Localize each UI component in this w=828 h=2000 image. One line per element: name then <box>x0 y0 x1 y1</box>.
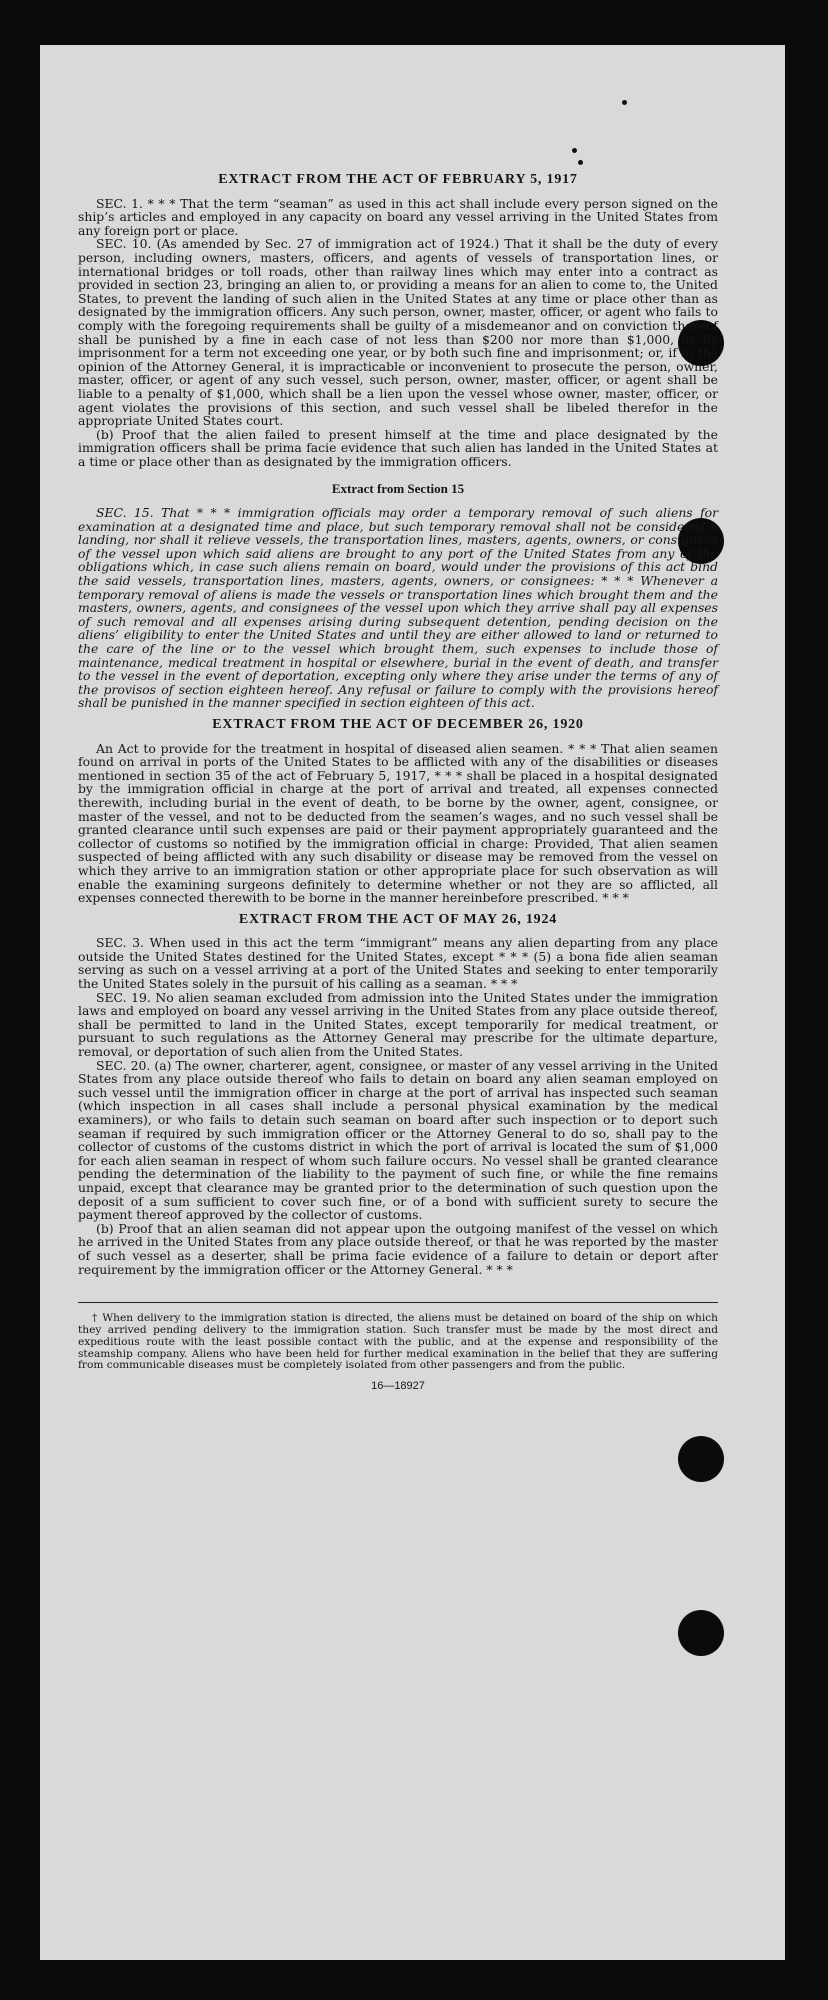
footnote-text: † When delivery to the immigration station is directed, the aliens must be detained on board of the ship on which they arrived pending delivery to the immigration station. Such transfer must be made by the most direct and expeditious route with the least possible contact with the public, and at the expense and responsibility of the steamship company. Aliens who have been held for further medical examination in the belief that they are suffering from communicable diseases must be completely isolated from other passengers and from the public. <box>78 1312 718 1372</box>
speck <box>572 148 577 153</box>
paragraph-sec-10: SEC. 10. (As amended by Sec. 27 of immigration act of 1924.) That it shall be the duty of every person, including owners, masters, officers, and agents of vessels of transportation lines, or international bridges or toll roads, other than railway lines which may enter into a contract as provided in section 23, bringing an alien to, or providing a means for an alien to come to, the United States, to prevent the landing of such alien in the United States at any time or place other than as designated by the immigration officers. Any such person, owner, master, officer, or agent who fails to comply with the foregoing requirements shall be guilty of a misdemeanor and on conviction thereof shall be punished by a fine in each case of not less than $200 nor more than $1,000, or by imprisonment for a term not exceeding one year, or by both such fine and imprisonment; or, if in the opinion of the Attorney General, it is impracticable or inconvenient to prosecute the person, owner, master, officer, or agent of any such vessel, such person, owner, master, officer, or agent shall be liable to a penalty of $1,000, which shall be a lien upon the vessel whose owner, master, officer, or agent violates the provisions of this section, and such vessel shall be libeled therefor in the appropriate United States court. <box>78 236 718 429</box>
section-heading-1920: EXTRACT FROM THE ACT OF DECEMBER 26, 1920 <box>212 716 584 732</box>
paragraph-act-1920: An Act to provide for the treatment in hospital of diseased alien seamen. * * * That alien seamen found on arrival in ports of the United States to be afflicted with any of the disabilities or diseases mentioned in section 35 of the act of February 5, 1917, * * * shall be placed in a hospital designated by the immigration official in charge at the port of arrival and treated, all expenses connected therewith, including burial in the event of death, to be borne by the owner, agent, consignee, or master of the vessel, and not to be deducted from the seamen’s wages, and no such vessel shall be granted clearance until such expenses are paid or their payment appropriately guaranteed and the collector of customs so notified by the immigration official in charge: Provided, That alien seamen suspected of being afflicted with any such disability or disease may be removed from the vessel on which they arrive to an immigration station or other appropriate place for such observation as will enable the examining surgeons definitely to determine whether or not they are so afflicted, all expenses connected therewith to be borne in the manner hereinbefore prescribed. * * * <box>78 740 718 906</box>
punch-hole-4 <box>678 1610 724 1656</box>
paragraph-sec-15: SEC. 15. That * * * immigration officials may order a temporary removal of such aliens for examination at a designated time and place, but such temporary removal shall not be considered a landing, nor shall it relieve vessels, the transportation lines, masters, agents, owners, or consignees of the vessel upon which said aliens are brought to any port of the United States from any of the obligations which, in case such aliens remain on board, would under the provisions of this act bind the said vessels, transportation lines, masters, agents, owners, or consignees: * * * Whenever a temporary removal of aliens is made the vessels or transportation lines which brought them and the masters, owners, agents, and consignees of the vessel upon which they arrive shall pay all expenses of such removal and all expenses arising during subsequent detention, pending decision on the aliens’ eligibility to enter the United States and until they are either allowed to land or returned to the care of the line or to the vessel which brought them, such expenses to include those of maintenance, medical treatment in hospital or elsewhere, burial in the event of death, and transfer to the vessel in the event of deportation, excepting only where they arise under the terms of any of the provisos of section eighteen hereof. Any refusal or failure to comply with the provisions hereof shall be punished in the manner specified in section eighteen of this act. <box>78 505 718 711</box>
section-heading-1917: EXTRACT FROM THE ACT OF FEBRUARY 5, 1917 <box>218 172 578 187</box>
footnote-divider <box>78 1302 718 1303</box>
paragraph-sec-20-b: (b) Proof that an alien seaman did not appear upon the outgoing manifest of the vessel on which he arrived in the United States from any place outside thereof, or that he was reported by the master of such vessel as a deserter, shall be prima facie evidence of a failure to detain or deport after requirement by the immigration officer or the Attorney General. * * * <box>78 1220 718 1277</box>
form-code: 16—18927 <box>371 1380 425 1393</box>
paragraph-sec-3: SEC. 3. When used in this act the term “immigrant” means any alien departing from any place outside the United States destined for the United States, except * * * (5) a bona fide alien seaman serving as such on a vessel arriving at a port of the United States and seeking to enter temporarily the United States solely in the pursuit of his calling as a seaman. * * * <box>78 935 718 992</box>
section-heading-1924: EXTRACT FROM THE ACT OF MAY 26, 1924 <box>238 911 558 927</box>
paragraph-sec-19: SEC. 19. No alien seaman excluded from admission into the United States under the immigration laws and employed on board any vessel arriving in the United States from any place outside thereof, shall be permitted to land in the United States, except temporarily for medical treatment, or pursuant to such regulations as the Attorney General may prescribe for the ultimate departure, removal, or deportation of such alien from the United States. <box>78 989 718 1060</box>
document-body <box>78 165 718 1394</box>
punch-hole-3 <box>678 1436 724 1482</box>
paragraph-sec-10-b: (b) Proof that the alien failed to present himself at the time and place designated by the immigration officers shall be prima facie evidence that such alien has landed in the United States at a time or place other than as designated by the immigration officers. <box>78 426 718 469</box>
footnote <box>78 1313 718 1372</box>
paragraph-sec-20-a: SEC. 20. (a) The owner, charterer, agent, consignee, or master of any vessel arriving in the United States from any place outside thereof who fails to detain on board any alien seaman employed on such vessel until the immigration officer in charge at the port of arrival has inspected such seaman (which inspection in all cases shall include a personal physical examination by the medical examiners), or who fails to detain such seaman on board after such inspection or to deport such seaman if required by such immigration officer or the Attorney General to do so, shall pay to the collector of customs of the customs district in which the port of arrival is located the sum of $1,000 for each alien seaman in respect of whom such failure occurs. No vessel shall be granted clearance pending the determination of the liability to the payment of such fine, or while the fine remains unpaid, except that clearance may be granted prior to the determination of such question upon the deposit of a sum sufficient to cover such fine, or of a bond with sufficient surety to secure the payment thereof approved by the collector of customs. <box>78 1057 718 1223</box>
paragraph-sec-1: SEC. 1. * * * That the term “seaman” as used in this act shall include every person signed on the ship’s articles and employed in any capacity on board any vessel arriving in the United States from any foreign port or place. <box>78 195 718 238</box>
speck <box>622 100 627 105</box>
section-heading-sec-15: Extract from Section 15 <box>331 481 465 497</box>
